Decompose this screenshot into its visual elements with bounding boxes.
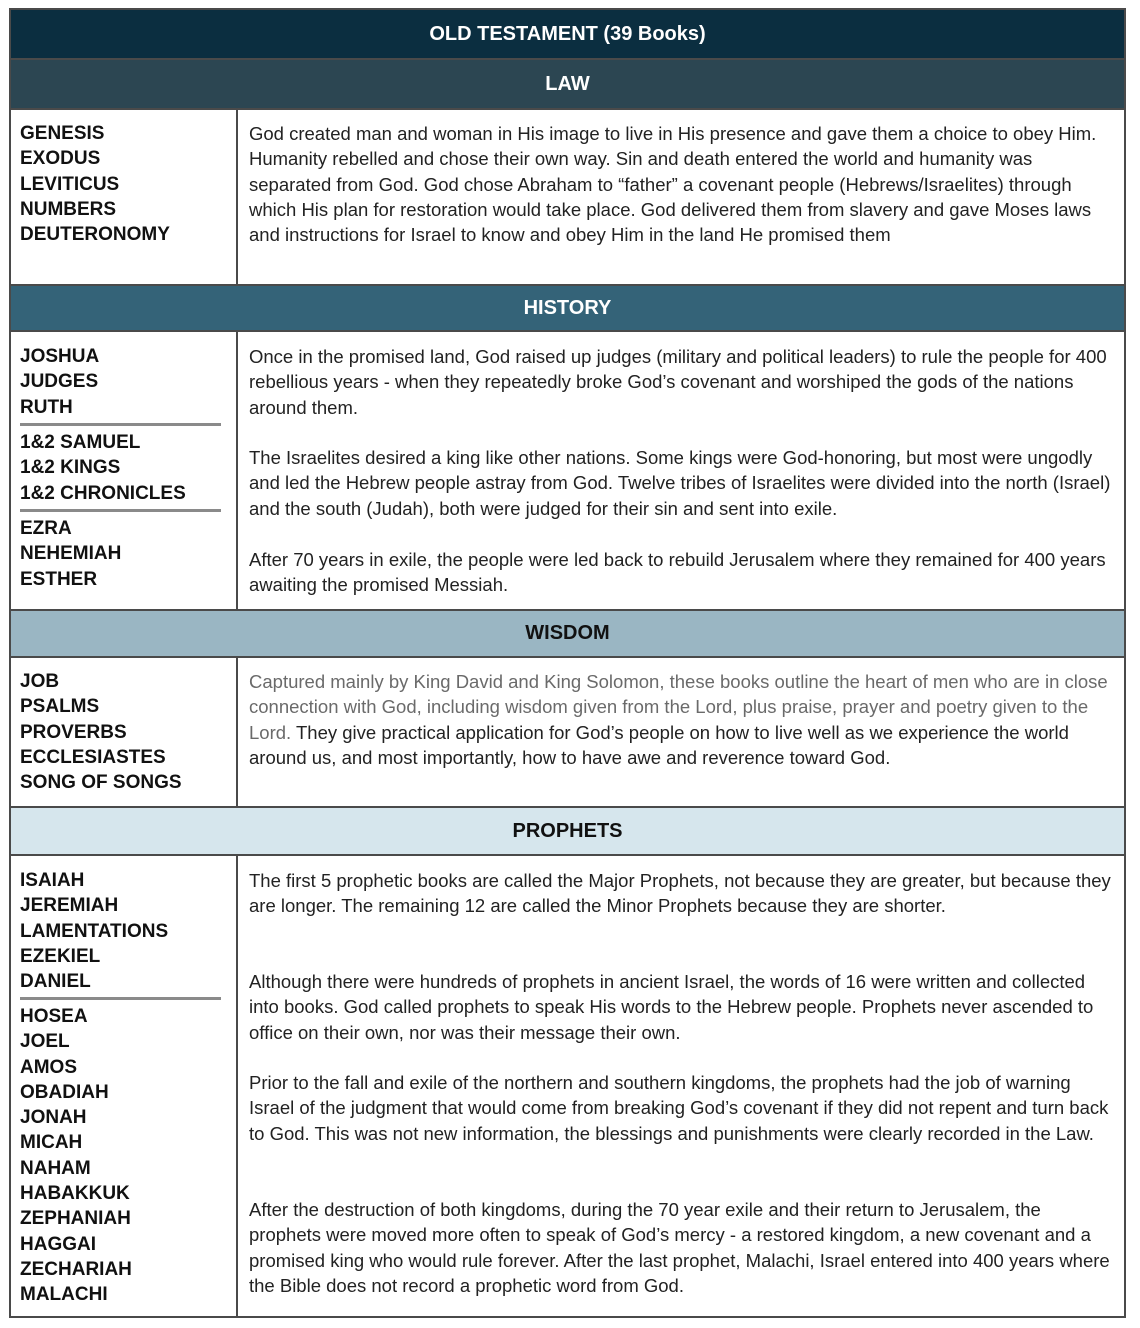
book-name: ZEPHANIAH: [20, 1208, 131, 1230]
description-paragraph: [249, 669, 1114, 770]
body-text: They give practical application for God’s people on how to live well as we experience the world around us, and most importantly, how to have awe and reverence toward God.: [249, 721, 1069, 768]
book-name: NUMBERS: [20, 198, 117, 220]
book-list-wisdom: [11, 658, 238, 806]
book-list-prophets: [11, 856, 238, 1316]
muted-text: Captured mainly by King David and King Solomon, these books outline the heart of men who are in close connection with God, including wisdom given from the Lord, plus praise, prayer and poetry given to the Lord.: [249, 671, 1108, 743]
book-name: ZECHARIAH: [20, 1258, 132, 1280]
book-name: LEVITICUS: [20, 173, 120, 195]
book-group: [20, 516, 121, 592]
book-name: HOSEA: [20, 1006, 88, 1027]
book-name: JOEL: [20, 1031, 70, 1053]
description-paragraph: The first 5 prophetic books are called the Major Prophets, not because they are greater, but because they are longer. The remaining 12 are called the Minor Prophets because they are shorter.: [249, 870, 1111, 917]
section-row-law: [11, 110, 1124, 284]
book-name: GENESIS: [20, 123, 105, 144]
book-name: HAGGAI: [20, 1233, 96, 1255]
book-name: EZRA: [20, 518, 72, 539]
description-paragraph: After the destruction of both kingdoms, during the 70 year exile and their return to Jerusalem, the prophets were moved more often to speak of God’s mercy - a restored kingdom, a new covenant and a promised king who would rule forever. After the last prophet, Malachi, Israel entered into 400 years where the Bible does not record a prophetic word from God.: [249, 1199, 1110, 1296]
section-row-prophets: [11, 856, 1124, 1316]
book-name: JUDGES: [20, 371, 99, 393]
description-paragraph: Once in the promised land, God raised up judges (military and political leaders) to rule the people for 400 rebellious years - when they repeatedly broke God’s covenant and worshiped the gods of the nations around them.: [249, 346, 1107, 418]
book-name: NAHAM: [20, 1157, 91, 1179]
book-list-law: [11, 110, 238, 284]
description-paragraph: Prior to the fall and exile of the northern and southern kingdoms, the prophets had the job of warning Israel of the judgment that would come from breaking God’s covenant if they did not repent and turn back to God. This was not new information, the blessings and punishments were clearly recorded in the Law.: [249, 1072, 1109, 1144]
section-row-wisdom: [11, 658, 1124, 806]
book-list-history: [11, 332, 238, 609]
book-name: 1&2 KINGS: [20, 457, 121, 479]
section-header-law: LAW: [11, 58, 1124, 110]
description-paragraph: Although there were hundreds of prophets in ancient Israel, the words of 16 were written and collected into books. God called prophets to speak His words to the Hebrew people. Prophets never ascended to office on their own, nor was their message their own.: [249, 971, 1094, 1043]
book-group: [20, 1004, 132, 1308]
book-name: NEHEMIAH: [20, 543, 122, 565]
group-divider: [20, 997, 221, 1000]
section-header-history: HISTORY: [11, 284, 1124, 332]
description-paragraph: After 70 years in exile, the people were led back to rebuild Jerusalem where they remained for 400 years awaiting the promised Messiah.: [249, 549, 1106, 596]
book-name: MICAH: [20, 1132, 83, 1154]
book-name: MALACHI: [20, 1284, 108, 1306]
book-name: HABAKKUK: [20, 1183, 130, 1205]
section-row-history: [11, 332, 1124, 609]
book-name: EZEKIEL: [20, 945, 101, 967]
section-header-prophets: PROPHETS: [11, 806, 1124, 856]
book-name: JONAH: [20, 1107, 87, 1129]
section-header-wisdom: WISDOM: [11, 609, 1124, 658]
table-title: OLD TESTAMENT (39 Books): [11, 10, 1124, 58]
group-divider: [20, 509, 221, 512]
book-name: ISAIAH: [20, 870, 85, 891]
book-name: PROVERBS: [20, 721, 127, 743]
book-name: LAMENTATIONS: [20, 920, 169, 942]
book-name: DEUTERONOMY: [20, 224, 170, 246]
book-group: [20, 344, 99, 420]
book-name: OBADIAH: [20, 1081, 109, 1103]
description-paragraph: God created man and woman in His image to live in His presence and gave them a choice to obey Him. Humanity rebelled and chose their own way. Sin and death entered the world and humanity was separated from God. God chose Abraham to “father” a covenant people (Hebrews/Israelites) through which His plan for restoration would take place. God delivered them from slavery and gave Moses laws and instructions for Israel to know and obey Him in the land He promised them: [249, 123, 1097, 246]
book-name: SONG OF SONGS: [20, 772, 182, 794]
description-paragraph: The Israelites desired a king like other nations. Some kings were God-honoring, but most were ungodly and led the Hebrew people astray from God. Twelve tribes of Israelites were divided into the north (Israel) and the south (Judah), both were judged for their sin and sent into exile.: [249, 447, 1111, 519]
old-testament-table: [9, 8, 1126, 1318]
book-name: JOSHUA: [20, 346, 100, 367]
book-name: 1&2 SAMUEL: [20, 432, 141, 453]
book-group: [20, 430, 186, 506]
book-name: RUTH: [20, 396, 73, 418]
group-divider: [20, 423, 221, 426]
book-group: [20, 868, 168, 994]
book-name: JOB: [20, 671, 60, 692]
book-name: AMOS: [20, 1056, 77, 1078]
book-name: DANIEL: [20, 971, 91, 993]
book-name: PSALMS: [20, 696, 100, 718]
book-name: ECCLESIASTES: [20, 746, 166, 768]
book-name: 1&2 CHRONICLES: [20, 482, 186, 504]
book-name: JEREMIAH: [20, 895, 119, 917]
book-name: EXODUS: [20, 148, 101, 170]
book-name: ESTHER: [20, 568, 98, 590]
